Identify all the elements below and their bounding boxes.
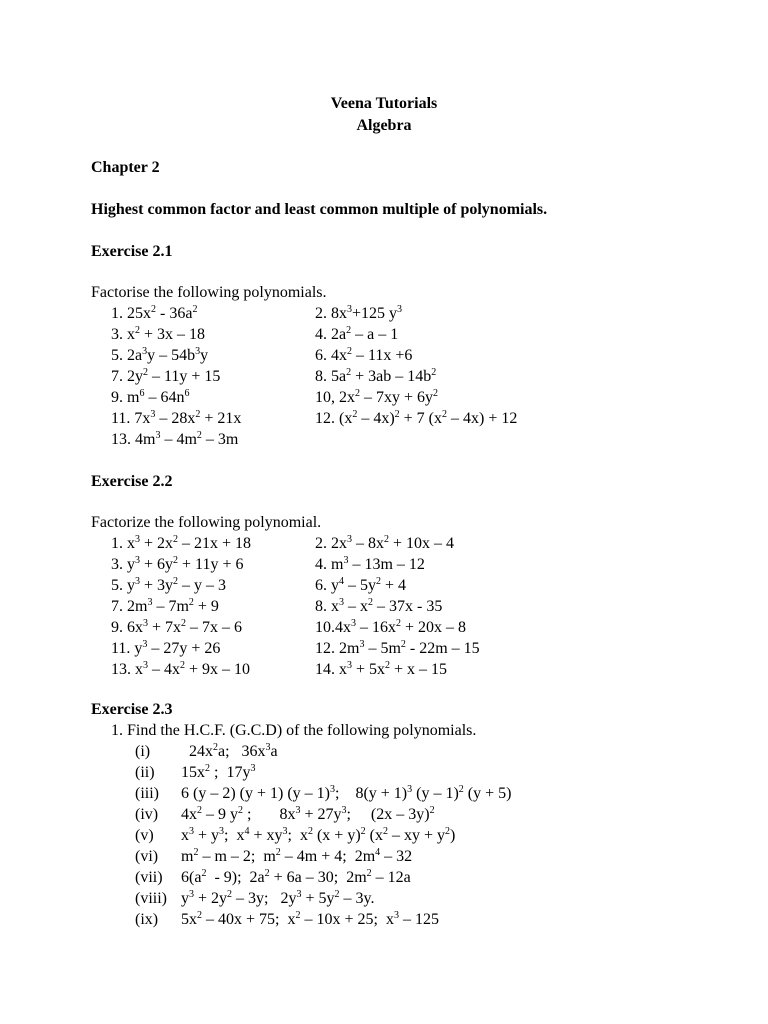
- list-item: 1. $x^3 + 2x^2 - 21x + 18$: [111, 534, 252, 552]
- list-item: [0, 867, 700, 888]
- item-number: (vii): [135, 869, 163, 886]
- list-item: 3. $x^2 + 3x - 18$: [111, 325, 206, 343]
- list-item: 4. $2a^2$ – a – 1: [315, 325, 399, 343]
- list-item: 14. $x^3 + 5x^2 + x - 15$: [315, 660, 448, 678]
- item-number: (v): [135, 827, 154, 844]
- chapter-heading: Chapter 2: [91, 159, 160, 176]
- list-item: 5. $2a^3y - 54b^3y$: [111, 346, 209, 364]
- item-number: (ix): [135, 911, 159, 928]
- list-item: 3. $y^3 + 6y^2 + 11y + 6$: [111, 555, 244, 573]
- list-item: 9. $6x^3 + 7x^2 - 7x - 6$: [111, 618, 243, 636]
- item-text: $15x^2$ ; $17y^3$: [181, 763, 256, 781]
- list-item: [0, 909, 700, 930]
- list-item: 5. $y^3 + 3y^2 - y - 3$: [111, 576, 227, 594]
- list-item: 2. $8x^3+125$ $y^3$: [315, 304, 403, 322]
- item-text: $6(a^2 - 9)$; $2a^2 + 6a - 30$; $2m^2 - 12a$: [181, 868, 411, 886]
- item-text: $m^2$ – m – 2; $m^2 - 4m + 4$; $2m^4 - 32$: [181, 847, 413, 865]
- item-number: (ii): [135, 764, 155, 781]
- exercise-2-2-heading: Exercise 2.2: [91, 473, 173, 490]
- list-item: [0, 846, 700, 867]
- item-text: $4x^2 - 9$ $y^2$ ; $8x^3 + 27y^3$; (2x – 3y)$^2$: [181, 805, 435, 823]
- list-item: 13. $x^3 - 4x^2 + 9x - 10$: [111, 660, 251, 678]
- topic-heading: Highest common factor and least common multiple of polynomials.: [91, 201, 548, 218]
- list-item: 13. $4m^3 - 4m^2 - 3m$: [111, 430, 239, 448]
- list-item: 7. $2y^2 - 11y + 15$: [111, 367, 221, 385]
- list-item: 8. $5a^2 + 3ab - 14b^2$: [315, 367, 437, 385]
- list-item: 6. $4x^2 - 11x +6$: [315, 346, 413, 364]
- list-item: 2. $2x^3 - 8x^2 + 10x - 4$: [315, 534, 455, 552]
- item-text: $5x^2 - 40x + 75$; $x^2 - 10x + 25$; $x^3 - 125$: [181, 910, 439, 928]
- exercise-2-3-heading: Exercise 2.3: [91, 701, 173, 718]
- list-item: [0, 888, 700, 909]
- item-number: (iv): [135, 806, 159, 823]
- list-item: 6. $y^4 - 5y^2 + 4$: [315, 576, 407, 594]
- exercise-2-3-question: 1. Find the H.C.F. (G.C.D) of the following polynomials.: [111, 722, 477, 739]
- list-item: 11. $y^3 - 27y + 26$: [111, 639, 221, 657]
- item-number: (iii): [135, 785, 159, 802]
- list-item: 10, $2x^2 - 7xy + 6y^2$: [315, 388, 439, 406]
- list-item: [0, 762, 700, 783]
- exercise-2-1-instruction: Factorise the following polynomials.: [91, 284, 327, 301]
- item-text: 6 (y – 2) (y + 1) (y – 1)$^3$; $8(y + 1)^3$ (y – 1)$^2$ (y + 5): [181, 784, 512, 802]
- list-item: 1. $25x^2 - 36a^2$: [111, 304, 198, 322]
- list-item: [0, 825, 700, 846]
- list-item: 11. $7x^3 - 28x^2 + 21x$: [111, 409, 242, 427]
- item-text: $y^3 + 2y^2 - 3y$; $2y^3 + 5y^2 - 3y$.: [181, 889, 375, 907]
- list-item: 12. $(x^2 - 4x)^2 + 7$ $(x^2 - 4x) + 12$: [315, 409, 518, 427]
- exercise-2-2-instruction: Factorize the following polynomial.: [91, 514, 322, 531]
- item-number: (i): [135, 743, 151, 760]
- list-item: 9. $m^6 - 64n^6$: [111, 388, 190, 406]
- item-number: (viii): [135, 890, 167, 907]
- list-item: 8. $x^3 - x^2 - 37x - 35$: [315, 597, 443, 615]
- document-subject: Algebra: [356, 117, 412, 134]
- list-item: $10.4x^3 - 16x^2 + 20x - 8$: [315, 618, 467, 636]
- list-item: [0, 783, 700, 804]
- list-item: [0, 804, 700, 825]
- item-text: $24x^2a$; $36x^3a$: [181, 742, 278, 760]
- list-item: 7. $2m^3 - 7m^2 + 9$: [111, 597, 219, 615]
- item-number: (vi): [135, 848, 159, 865]
- list-item: [0, 741, 700, 762]
- exercise-2-1-heading: Exercise 2.1: [91, 243, 173, 260]
- list-item: 4. $m^3 - 13m - 12$: [315, 555, 425, 573]
- item-text: $x^3 + y^3$; $x^4 + xy^3$; $x^2$ $(x + y)^2$ ($x^2$ – xy + $y^2$): [181, 826, 456, 844]
- list-item: 12. $2m^3 - 5m^2 - 22m - 15$: [315, 639, 480, 657]
- document-title: Veena Tutorials: [330, 95, 438, 112]
